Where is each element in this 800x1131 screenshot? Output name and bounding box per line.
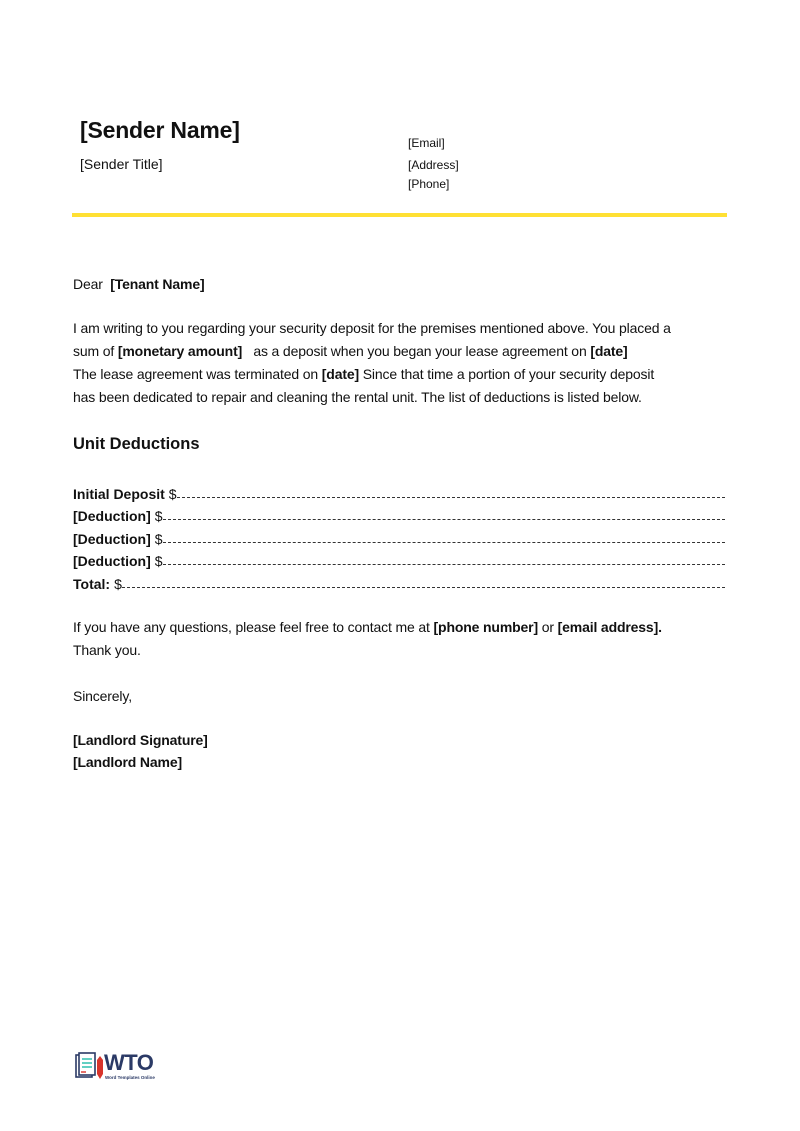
deduction-label: Initial Deposit	[73, 486, 165, 502]
amount-blank-line[interactable]	[122, 586, 725, 588]
paragraph-line-2	[73, 343, 628, 359]
currency-symbol: $	[154, 531, 163, 547]
deductions-heading: Unit Deductions	[73, 435, 200, 453]
deduction-row	[73, 549, 725, 569]
paragraph-line-3	[73, 366, 654, 382]
deduction-label: [Deduction]	[73, 553, 151, 569]
currency-symbol: $	[114, 576, 122, 592]
thank-you: Thank you.	[73, 642, 141, 658]
text: or	[537, 619, 558, 635]
email-address-placeholder: [email address].	[557, 619, 662, 635]
deduction-row	[73, 482, 725, 502]
text: The lease agreement was terminated on	[73, 366, 322, 382]
deduction-label: Total:	[73, 576, 111, 592]
text: sum of	[73, 343, 118, 359]
logo-subtext: Word Templates Online	[105, 1075, 155, 1080]
deduction-row	[73, 527, 725, 547]
wto-logo	[74, 1050, 164, 1084]
sender-title: [Sender Title]	[80, 156, 163, 172]
sender-address: [Address]	[408, 158, 459, 172]
phone-number-placeholder: [phone number]	[433, 619, 538, 635]
amount-blank-line[interactable]	[163, 541, 725, 543]
amount-blank-line[interactable]	[177, 496, 725, 498]
paragraph-line-4: has been dedicated to repair and cleaning the rental unit. The list of deductions is listed below.	[73, 389, 642, 405]
landlord-signature: [Landlord Signature]	[73, 732, 208, 748]
monetary-amount: [monetary amount]	[117, 343, 243, 359]
deduction-row-total	[73, 572, 725, 592]
logo-text: WTO	[104, 1050, 154, 1075]
termination-date: [date]	[321, 366, 359, 382]
header-divider	[72, 213, 727, 217]
text: Since that time a portion of your security deposit	[359, 366, 655, 382]
salutation	[73, 276, 204, 292]
amount-blank-line[interactable]	[163, 563, 725, 565]
tenant-name: [Tenant Name]	[110, 276, 205, 292]
sender-name: [Sender Name]	[80, 117, 240, 143]
landlord-name: [Landlord Name]	[73, 754, 182, 770]
text: as a deposit when you began your lease agreement on	[242, 343, 591, 359]
sincerely: Sincerely,	[73, 688, 132, 704]
currency-symbol: $	[154, 553, 163, 569]
deduction-row	[73, 504, 725, 524]
currency-symbol: $	[154, 508, 163, 524]
salutation-dear: Dear	[73, 276, 103, 292]
currency-symbol: $	[168, 486, 177, 502]
paragraph-line-1: I am writing to you regarding your security deposit for the premises mentioned above. You placed a	[73, 320, 671, 336]
deduction-label: [Deduction]	[73, 531, 151, 547]
amount-blank-line[interactable]	[163, 518, 725, 520]
sender-phone: [Phone]	[408, 177, 450, 191]
deduction-label: [Deduction]	[73, 508, 151, 524]
text: If you have any questions, please feel free to contact me at	[73, 619, 434, 635]
document-pen-icon	[74, 1052, 106, 1082]
lease-start-date: [date]	[590, 343, 628, 359]
contact-line	[73, 619, 662, 635]
sender-email: [Email]	[408, 136, 445, 150]
